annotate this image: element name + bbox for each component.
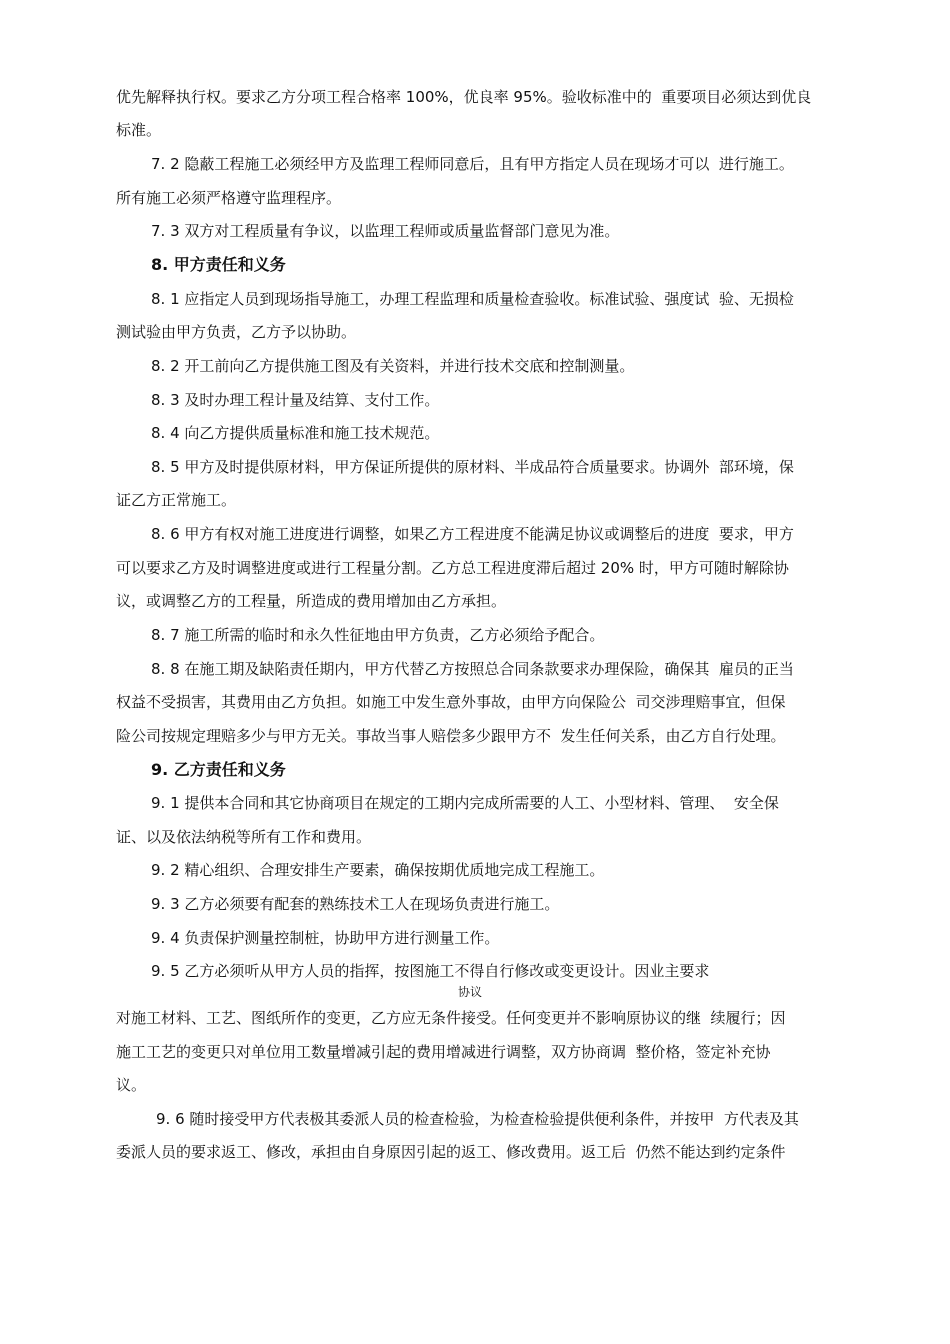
section-heading: 9. 乙方责任和义务 — [151, 760, 286, 779]
text-line: 9. 4 负责保护测量控制桩，协助甲方进行测量工作。 — [151, 929, 500, 947]
text-line: 8. 2 开工前向乙方提供施工图及有关资料，并进行技术交底和控制测量。 — [151, 357, 635, 375]
text-line: 9. 6 随时接受甲方代表极其委派人员的检查检验，为检查检验提供便利条件，并按甲 方代表及其 — [156, 1110, 799, 1128]
text-line: 测试验由甲方负责，乙方予以协助。 — [116, 323, 357, 341]
text-line: 施工工艺的变更只对单位用工数量增减引起的费用增减进行调整，双方协商调 整价格，签定补充协 — [116, 1043, 771, 1061]
text-line: 对施工材料、工艺、图纸所作的变更，乙方应无条件接受。任何变更并不影响原协议的继 续履行；因 — [116, 1009, 786, 1027]
text-line: 7. 3 双方对工程质量有争议，以监理工程师或质量监督部门意见为准。 — [151, 222, 620, 240]
text-line: 8. 1 应指定人员到现场指导施工，办理工程监理和质量检查验收。标准试验、强度试 验、无损检 — [151, 290, 794, 308]
text-line: 标准。 — [116, 121, 162, 139]
text-line: 委派人员的要求返工、修改，承担由自身原因引起的返工、修改费用。返工后 仍然不能达到约定条件 — [116, 1143, 786, 1161]
text-line: 8. 7 施工所需的临时和永久性征地由甲方负责，乙方必须给予配合。 — [151, 626, 605, 644]
text-line: 可以要求乙方及时调整进度或进行工程量分割。乙方总工程进度滞后超过 20% 时，甲方可随时解除协 — [116, 559, 789, 577]
text-line: 8. 8 在施工期及缺陷责任期内，甲方代替乙方按照总合同条款要求办理保险，确保其 雇员的正当 — [151, 660, 794, 678]
text-line: 所有施工必须严格遵守监理程序。 — [116, 189, 342, 207]
text-line: 议，或调整乙方的工程量，所造成的费用增加由乙方承担。 — [116, 592, 507, 610]
section-heading: 8. 甲方责任和义务 — [151, 255, 286, 274]
text-line: 9. 5 乙方必须听从甲方人员的指挥，按图施工不得自行修改或变更设计。因业主要求 — [151, 962, 710, 980]
text-line: 9. 2 精心组织、合理安排生产要素，确保按期优质地完成工程施工。 — [151, 861, 605, 879]
text-line: 权益不受损害，其费用由乙方负担。如施工中发生意外事故，由甲方向保险公 司交涉理赔事宜，但保 — [116, 693, 786, 711]
text-line: 7. 2 隐蔽工程施工必须经甲方及监理工程师同意后，且有甲方指定人员在现场才可以 进行施工。 — [151, 155, 794, 173]
text-line: 8. 5 甲方及时提供原材料，甲方保证所提供的原材料、半成品符合质量要求。协调外 部环境，保 — [151, 458, 794, 476]
text-line: 险公司按规定理赔多少与甲方无关。事故当事人赔偿多少跟甲方不 发生任何关系，由乙方自行处理。 — [116, 727, 786, 745]
text-line: 9. 1 提供本合同和其它协商项目在规定的工期内完成所需要的人工、小型材料、管理、 安全保 — [151, 794, 779, 812]
text-line: 8. 3 及时办理工程计量及结算、支付工作。 — [151, 391, 440, 409]
text-line: 8. 6 甲方有权对施工进度进行调整，如果乙方工程进度不能满足协议或调整后的进度 要求，甲方 — [151, 525, 794, 543]
text-line: 证乙方正常施工。 — [116, 491, 237, 509]
page-footer-label: 协议 — [458, 985, 483, 999]
text-line: 优先解释执行权。要求乙方分项工程合格率 100%，优良率 95%。验收标准中的 重要项目必须达到优良 — [116, 88, 812, 106]
text-line: 9. 3 乙方必须要有配套的熟练技术工人在现场负责进行施工。 — [151, 895, 560, 913]
text-line: 议。 — [116, 1076, 147, 1094]
text-line: 证、以及依法纳税等所有工作和费用。 — [116, 828, 372, 846]
text-line: 8. 4 向乙方提供质量标准和施工技术规范。 — [151, 424, 440, 442]
